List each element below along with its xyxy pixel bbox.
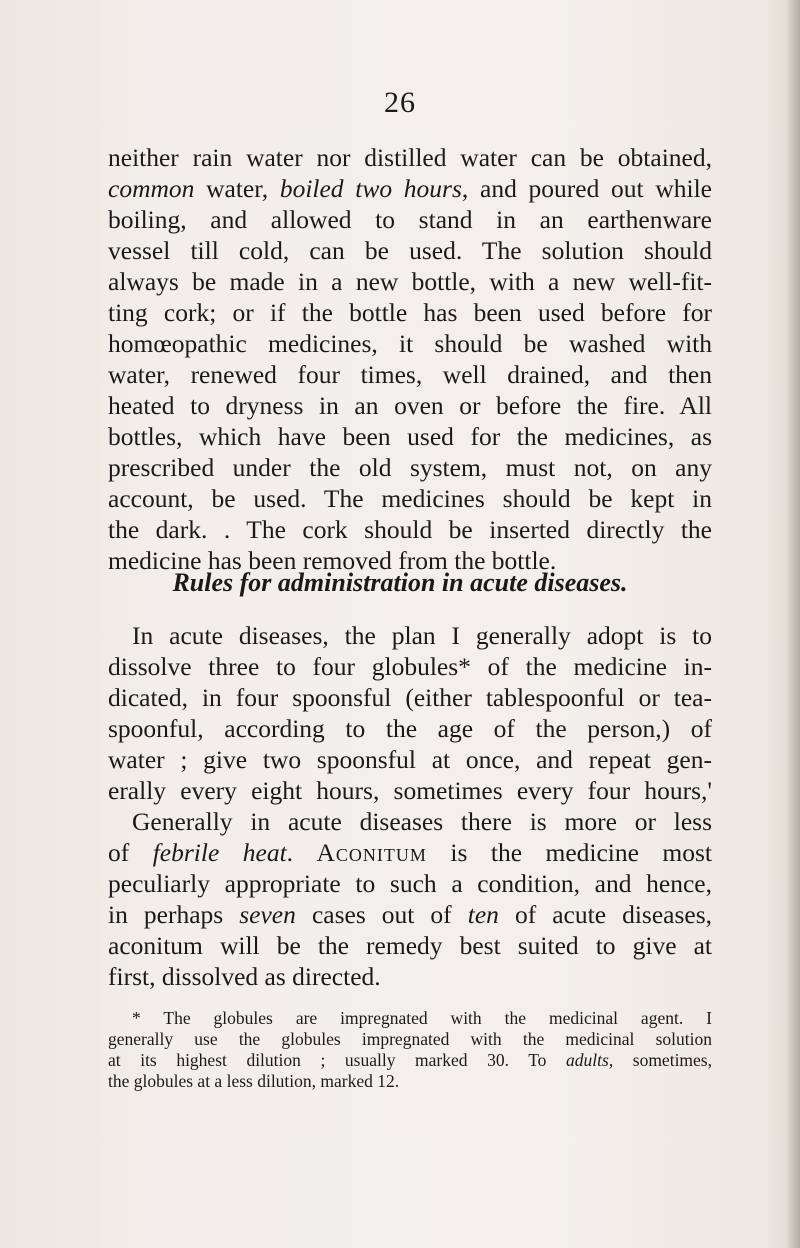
footnote-line: at its highest dilution ; usually marked 30. To adults, sometimes,: [108, 1050, 712, 1070]
page-number: 26: [384, 86, 416, 119]
text-line: common water, boiled two hours, and poured out while: [108, 174, 712, 203]
text-line: spoonful, according to the age of the person,) of: [108, 714, 712, 743]
text-line: homœopathic medicines, it should be washed with: [108, 329, 712, 358]
text-line: vessel till cold, can be used. The solution should: [108, 236, 712, 265]
text-line: account, be used. The medicines should be kept in: [108, 484, 712, 513]
text-line: prescribed under the old system, must not, on any: [108, 453, 712, 482]
text-line: water, renewed four times, well drained, and then: [108, 360, 712, 389]
text-line: bottles, which have been used for the medicines, as: [108, 422, 712, 451]
text-line: the dark. . The cork should be inserted directly the: [108, 515, 712, 544]
section-heading: Rules for administration in acute diseases.: [172, 568, 628, 597]
text-line: dicated, in four spoonsful (either tablespoonful or tea-: [108, 683, 712, 712]
page-edge-shadow: [786, 0, 800, 1248]
text-line: aconitum will be the remedy best suited to give at: [108, 931, 712, 960]
text-line: ting cork; or if the bottle has been used before for: [108, 298, 712, 327]
text-line: erally every eight hours, sometimes every four hours,': [108, 776, 712, 805]
footnote-line: generally use the globules impregnated with the medicinal solution: [108, 1029, 712, 1049]
text-line: Generally in acute diseases there is more or less: [132, 807, 712, 836]
text-line: In acute diseases, the plan I generally adopt is to: [132, 621, 712, 650]
text-line: water ; give two spoonsful at once, and repeat gen-: [108, 745, 712, 774]
text-line: dissolve three to four globules* of the medicine in-: [108, 652, 712, 681]
text-line: medicine has been removed from the bottle.: [108, 546, 557, 575]
text-line: peculiarly appropriate to such a condition, and hence,: [108, 869, 712, 898]
text-line: heated to dryness in an oven or before the fire. All: [108, 391, 712, 420]
footnote-line: the globules at a less dilution, marked 12.: [108, 1071, 400, 1091]
text-line: neither rain water nor distilled water can be obtained,: [108, 143, 712, 172]
text-line: of febrile heat. Aconitum is the medicine most: [108, 838, 713, 867]
text-line: always be made in a new bottle, with a new well-fit-: [108, 267, 712, 296]
text-line: first, dissolved as directed.: [108, 962, 381, 991]
text-line: boiling, and allowed to stand in an earthenware: [108, 205, 712, 234]
footnote-line: * The globules are impregnated with the medicinal agent. I: [132, 1008, 712, 1028]
text-line: in perhaps seven cases out of ten of acute diseases,: [108, 900, 713, 929]
